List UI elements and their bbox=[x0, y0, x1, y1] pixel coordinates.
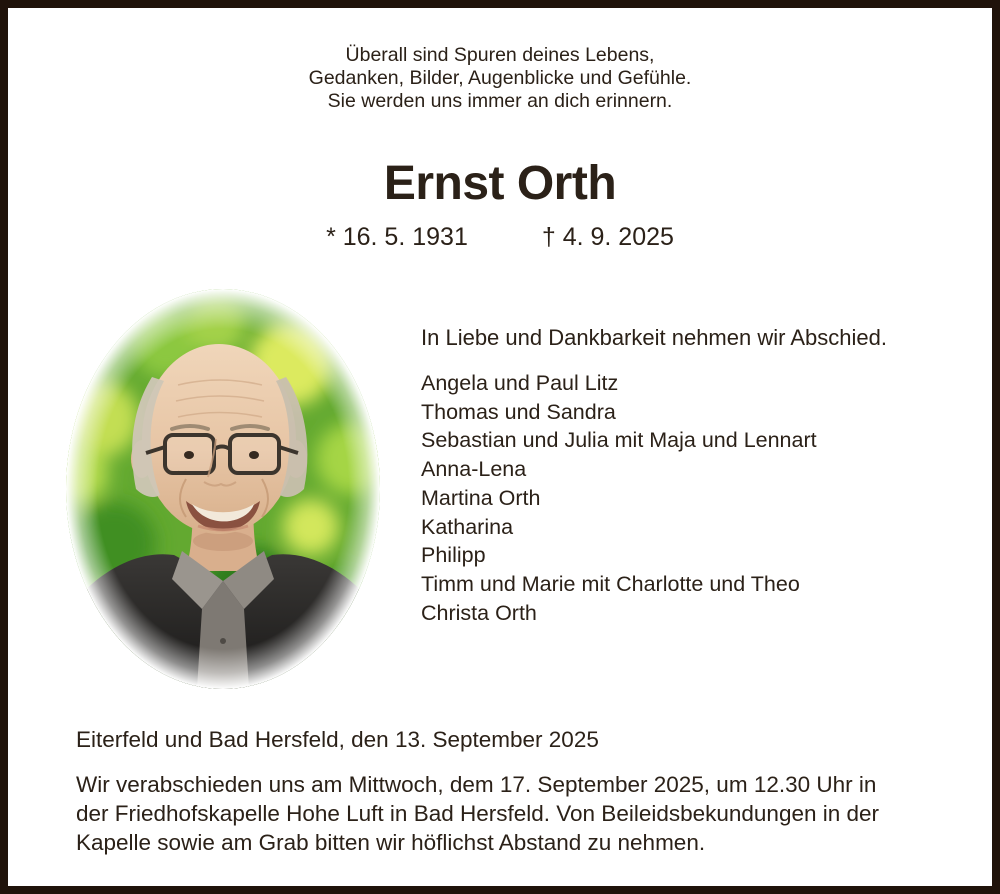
place-date-line: Eiterfeld und Bad Hersfeld, den 13. September 2025 bbox=[76, 727, 599, 752]
deceased-name: Ernst Orth bbox=[383, 157, 617, 210]
memorial-verse bbox=[8, 44, 992, 113]
mourner-line: Katharina bbox=[421, 514, 514, 539]
photo-vignette bbox=[66, 289, 380, 689]
life-dates bbox=[8, 223, 992, 252]
funeral-info bbox=[76, 770, 879, 857]
mourner-line: Thomas und Sandra bbox=[421, 399, 616, 424]
mourner-line: Philipp bbox=[421, 543, 486, 568]
mourner-line: Timm und Marie mit Charlotte und Theo bbox=[421, 571, 800, 596]
portrait-photo bbox=[66, 289, 380, 689]
mourner-line: Martina Orth bbox=[421, 485, 541, 510]
mourner-line: Angela und Paul Litz bbox=[421, 371, 619, 395]
mourner-line: Christa Orth bbox=[421, 600, 537, 625]
memorial-verse-line: Überall sind Spuren deines Lebens, bbox=[345, 44, 655, 66]
mourner-line: Sebastian und Julia mit Maja und Lennart bbox=[421, 428, 817, 453]
funeral-info-line: Wir verabschieden uns am Mittwoch, dem 17. September 2025, um 12.30 Uhr in bbox=[76, 772, 877, 797]
death-date: † 4. 9. 2025 bbox=[541, 223, 674, 251]
farewell-intro: In Liebe und Dankbarkeit nehmen wir Abschied. bbox=[421, 325, 887, 350]
memorial-verse-line: Sie werden uns immer an dich erinnern. bbox=[327, 90, 673, 112]
birth-date: * 16. 5. 1931 bbox=[326, 223, 468, 251]
funeral-info-line: Kapelle sowie am Grab bitten wir höflichst Abstand zu nehmen. bbox=[76, 830, 706, 855]
mourners-list bbox=[421, 369, 817, 627]
funeral-info-line: der Friedhofskapelle Hohe Luft in Bad Hersfeld. Von Beileidsbekundungen in der bbox=[76, 801, 880, 826]
mourner-line: Anna-Lena bbox=[421, 457, 527, 482]
memorial-verse-line: Gedanken, Bilder, Augenblicke und Gefühle. bbox=[308, 67, 692, 89]
